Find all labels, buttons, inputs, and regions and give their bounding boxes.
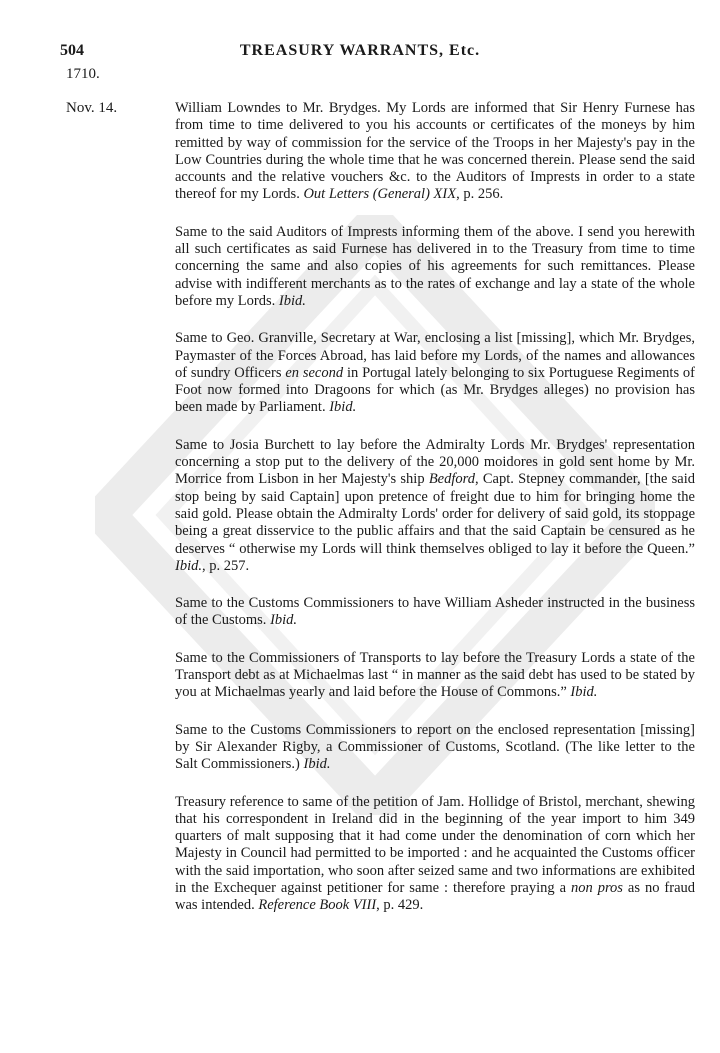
margin-year: 1710. bbox=[66, 66, 100, 82]
entry-granville: Same to Geo. Granville, Secretary at War, enclosing a list [missing], which Mr. Brydges, Paymaster of the Forces Abroad, has laid before my Lords, of the names and allowances of sundry Officers en second in Portugal lately belonging to six Portuguese Regiments of Foot now formed into Dragoons for which (as Mr. Brydges alleges) no provision has been made by Parliament. Ibid. bbox=[175, 330, 695, 416]
entry-customs-rigby: Same to the Customs Commissioners to report on the enclosed representation [missing] by Sir Alexander Rigby, a Commissioner of Customs, Scotland. (The like letter to the Salt Commissioners.) Ibid. bbox=[175, 721, 695, 773]
entry-transports: Same to the Commissioners of Transports to lay before the Treasury Lords a state of the Transport debt as at Michaelmas last “ in manner as the said debt has used to be stated by you at Michaelmas yearly and laid before the House of Commons.” Ibid. bbox=[175, 649, 695, 701]
entry-hollidge-petition: Treasury reference to same of the petition of Jam. Hollidge of Bristol, merchant, shewing that his correspondent in Ireland did in the beginning of the year import to him 349 quarters of malt supposing that it had come under the denomination of corn which her Majesty in Council had permitted to be imported : and he acquainted the Customs officer with the said importation, who soon after seized same and two informations are exhibited in the Exchequer against petitioner for same : therefore praying a non pros as no fraud was intended. Reference Book VIII, p. 429. bbox=[175, 793, 696, 914]
entry-reference: Ibid. bbox=[175, 557, 202, 574]
running-head: TREASURY WARRANTS, Etc. bbox=[239, 42, 481, 59]
entry-reference: Ibid. bbox=[303, 756, 331, 773]
entry-burchett: Same to Josia Burchett to lay before the Admiralty Lords Mr. Brydges' representation concerning a stop put to the delivery of the 20,000 moidores in gold sent home by Mr. Morrice from Lisbon in her Majesty's ship Bedford, Capt. Stepney commander, [the said stop being by said Captain] upon pretence of freight due to him for bringing home the said gold. Please obtain the Admiralty Lords' order for delivery of said gold, its stoppage being a great disservice to the public affairs and that the said Captain be censured as he deserves “ otherwise my Lords will think themselves obliged to lay it before the Queen.” Ibid., p. 257. bbox=[175, 436, 695, 574]
entry-reference: Ibid. bbox=[570, 684, 598, 701]
margin-date: Nov. 14. bbox=[66, 100, 118, 116]
entry-reference: Ibid. bbox=[278, 292, 306, 309]
entry-reference: Ibid. bbox=[270, 612, 298, 629]
entry-lowndes-brydges: William Lowndes to Mr. Brydges. My Lords are informed that Sir Henry Furnese has from time to time delivered to you his accounts or certificates of the moneys by him remitted by way of commission for the service of the Troops in her Majesty's pay in the Low Countries during the whole time that he was concerned therein. Please send the said accounts and the relative vouchers &c. to the Auditors of Imprests in order to a state thereof for my Lords. Out Letters (General) XIX, p. 256. bbox=[175, 100, 695, 203]
entry-reference: Ibid. bbox=[329, 399, 357, 416]
entries bbox=[175, 100, 695, 935]
entry-customs-asheder: Same to the Customs Commissioners to have William Asheder instructed in the business of the Customs. Ibid. bbox=[175, 595, 695, 629]
entry-auditors-imprests: Same to the said Auditors of Imprests informing them of the above. I send you herewith all such certificates as said Furnese has delivered in to the Treasury from time to time concerning the same and also copies of his agreements for such remittances. Please advise with indifferent merchants as to the rates of exchange and lay a state of the whole before my Lords. Ibid. bbox=[175, 223, 695, 309]
page-number: 504 bbox=[60, 42, 84, 59]
entry-reference: Reference Book VIII bbox=[258, 897, 377, 914]
entry-reference: Out Letters (General) XIX bbox=[303, 186, 457, 203]
